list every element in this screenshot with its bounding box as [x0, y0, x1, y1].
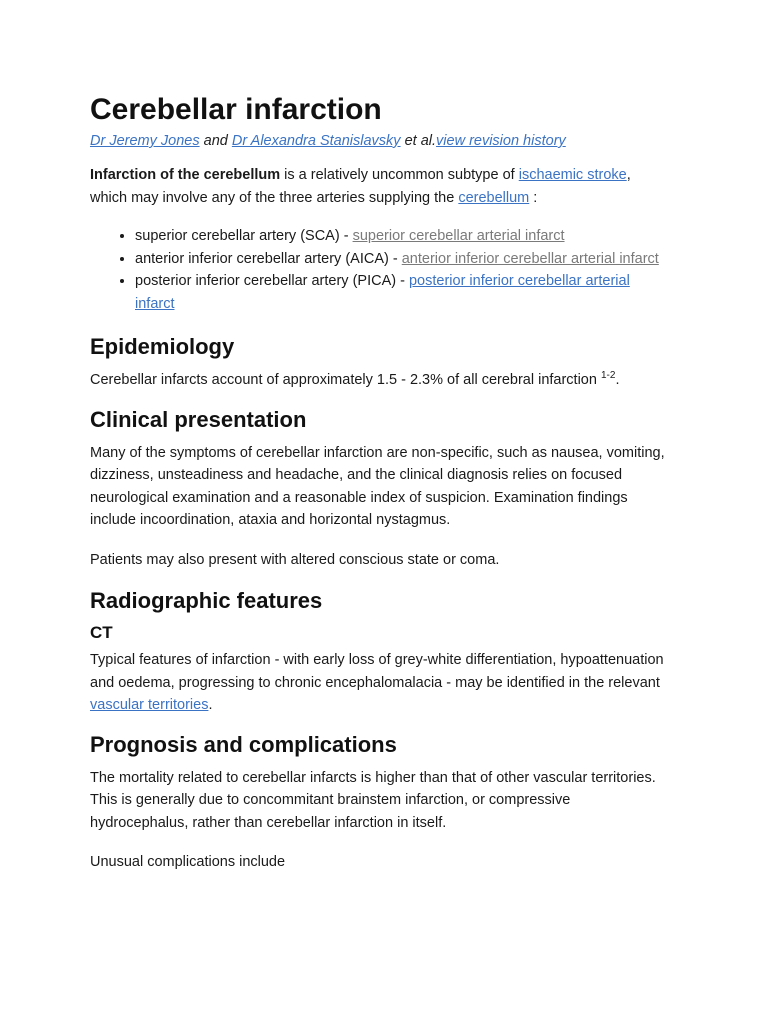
intro-text-3: : — [529, 189, 538, 206]
list-item-aica — [135, 248, 670, 271]
intro-bold-term: Infarction of the cerebellum — [90, 167, 281, 183]
prognosis-paragraph-2: Unusual complications include — [90, 854, 286, 870]
author-line — [90, 131, 670, 151]
intro-text-2: , which may involve any of the three arteries supplying the — [90, 167, 631, 206]
list-item-sca — [135, 225, 670, 248]
author-link-alexandra-stanislavsky[interactable]: Dr Alexandra Stanislavsky — [231, 133, 401, 149]
arteries-list — [90, 225, 670, 315]
ct-end: . — [208, 697, 213, 713]
prognosis-paragraph-1: The mortality related to cerebellar infarcts is higher than that of other vascular territories. This is generally due to concommitant brainstem infarction, or compressive hydrocephalus, rather than cerebellar infarction in itself. — [90, 769, 656, 831]
reference-superscript[interactable]: 1-2 — [600, 370, 616, 382]
clinical-paragraph-2: Patients may also present with altered conscious state or coma. — [90, 551, 500, 568]
revision-history-link[interactable]: view revision history — [436, 133, 566, 149]
pica-infarct-link[interactable]: posterior inferior cerebellar arterial infarct — [135, 273, 630, 312]
ischaemic-stroke-link[interactable]: ischaemic stroke — [518, 167, 627, 183]
aica-infarct-link[interactable]: anterior inferior cerebellar arterial infarct — [401, 250, 659, 267]
ct-paragraph — [90, 649, 670, 717]
section-heading-epidemiology: Epidemiology — [90, 334, 235, 359]
section-heading-radiographic-features: Radiographic features — [90, 588, 323, 613]
subheading-ct: CT — [90, 623, 113, 642]
article — [90, 92, 670, 874]
list-item-pica — [135, 270, 670, 315]
artery-label: posterior inferior cerebellar artery (PICA) - — [135, 273, 409, 289]
author-and: and — [203, 133, 228, 149]
artery-label: superior cerebellar artery (SCA) - — [135, 228, 353, 244]
epidemiology-text: Cerebellar infarcts account of approximately 1.5 - 2.3% of all cerebral infarction — [90, 372, 601, 388]
epidemiology-end: . — [615, 372, 620, 388]
cerebellum-link[interactable]: cerebellum — [458, 189, 530, 206]
intro-paragraph — [90, 164, 670, 209]
vascular-territories-link[interactable]: vascular territories — [90, 697, 209, 713]
artery-label: anterior inferior cerebellar artery (AICA) - — [135, 250, 402, 267]
section-heading-clinical-presentation: Clinical presentation — [90, 406, 307, 432]
page-title: Cerebellar infarction — [90, 93, 382, 126]
sca-infarct-link[interactable]: superior cerebellar arterial infarct — [352, 228, 565, 244]
clinical-paragraph-1: Many of the symptoms of cerebellar infarction are non-specific, such as nausea, vomiting, dizziness, unsteadiness and headache, and the clinical diagnosis relies on focused neurological examination and a reasonable index of suspicion. Examination findings include incoordination, ataxia and horizontal nystagmus. — [90, 444, 665, 528]
section-heading-prognosis: Prognosis and complications — [90, 731, 397, 757]
author-link-jeremy-jones[interactable]: Dr Jeremy Jones — [90, 133, 200, 149]
author-etal: et al. — [404, 133, 437, 149]
intro-text-1: is a relatively uncommon subtype of — [280, 167, 519, 183]
epidemiology-paragraph — [90, 369, 670, 392]
ct-text: Typical features of infarction - with early loss of grey-white differentiation, hypoattenuation and oedema, progressing to chronic encephalomalacia - may be identified in the relevant — [90, 652, 664, 691]
